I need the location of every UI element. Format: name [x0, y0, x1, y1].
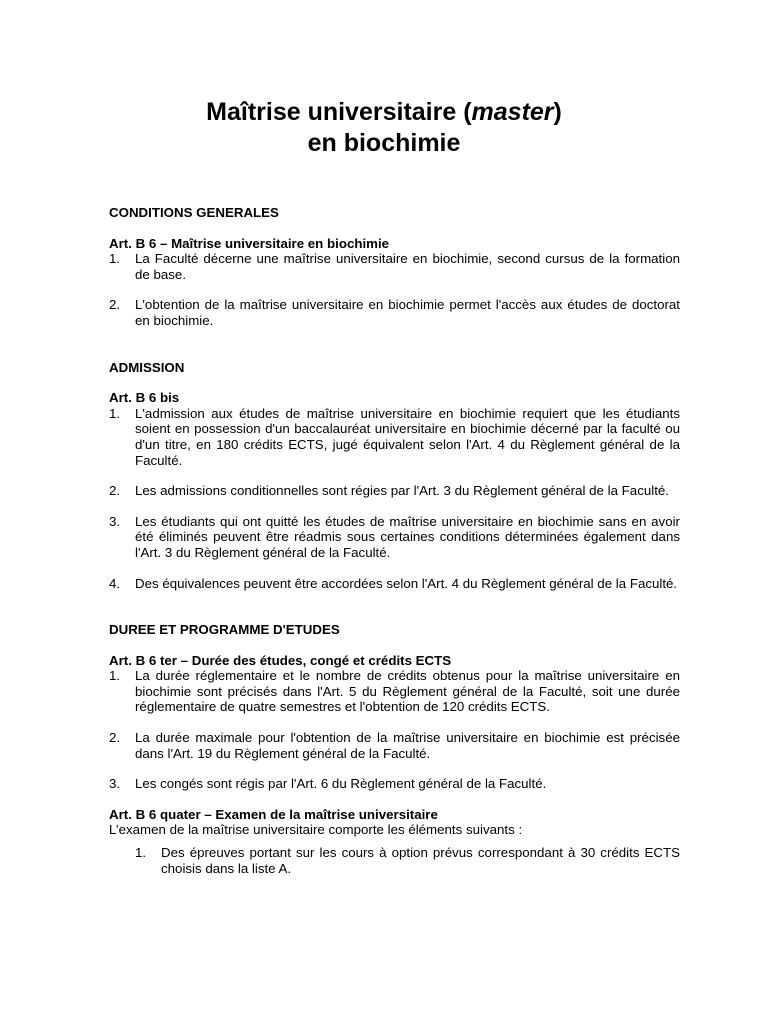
article-heading-b6ter: Art. B 6 ter – Durée des études, congé et crédits ECTS [109, 652, 452, 668]
list-item: 3. Les congés sont régis par l'Art. 6 du Règlement général de la Faculté. [109, 776, 547, 792]
article-b6-list [109, 251, 680, 328]
document-body [109, 205, 680, 876]
article-b6quater-list [109, 845, 680, 876]
list-item: 2. L'obtention de la maîtrise universitaire en biochimie permet l'accès aux études de doctorat en biochimie. [109, 297, 680, 328]
section-heading-duree: DUREE ET PROGRAMME D'ETUDES [109, 622, 340, 638]
list-item: 1. La Faculté décerne une maîtrise universitaire en biochimie, second cursus de la formation de base. [109, 251, 680, 282]
section-heading-conditions: CONDITIONS GENERALES [109, 205, 279, 220]
article-heading-b6bis: Art. B 6 bis [109, 390, 180, 406]
list-item: 1. Des épreuves portant sur les cours à option prévus correspondant à 30 crédits ECTS choisis dans la liste A. [135, 845, 680, 876]
list-item: 1. La durée réglementaire et le nombre de crédits obtenus pour la maîtrise universitaire en biochimie sont précisés dans l'Art. 5 du Règlement général de la Faculté, soit une durée réglementaire de quatre semestres et l'obtention de 120 crédits ECTS. [109, 668, 680, 715]
list-item: 2. Les admissions conditionnelles sont régies par l'Art. 3 du Règlement général de la Faculté. [109, 483, 669, 499]
list-item: 4. Des équivalences peuvent être accordées selon l'Art. 4 du Règlement général de la Faculté. [109, 575, 678, 591]
title-line-1: Maîtrise universitaire (master) [206, 98, 562, 126]
article-heading-b6: Art. B 6 – Maîtrise universitaire en biochimie [109, 235, 390, 251]
article-b6quater-intro: L’examen de la maîtrise universitaire comporte les éléments suivants : [109, 822, 523, 838]
article-heading-b6quater: Art. B 6 quater – Examen de la maîtrise universitaire [109, 806, 438, 822]
title-line-2: en biochimie [307, 129, 461, 157]
list-item: 3. Les étudiants qui ont quitté les études de maîtrise universitaire en biochimie sans en avoir été éliminés peuvent être réadmis sous certaines conditions déterminées également dans l'Art. 3 du Règlement général de la Faculté. [109, 513, 680, 560]
article-b6ter-list [109, 668, 680, 792]
document-title [0, 97, 768, 159]
article-b6bis-list [109, 406, 680, 591]
list-item: 2. La durée maximale pour l'obtention de la maîtrise universitaire en biochimie est précisée dans l'Art. 19 du Règlement général de la Faculté. [109, 730, 680, 761]
section-heading-admission: ADMISSION [109, 359, 185, 375]
list-item: 1. L'admission aux études de maîtrise universitaire en biochimie requiert que les étudiants soient en possession d'un baccalauréat universitaire en biochimie décerné par la faculté ou d'un titre, en 180 crédits ECTS, jugé équivalent selon l'Art. 4 du Règlement général de la Faculté. [109, 405, 680, 468]
